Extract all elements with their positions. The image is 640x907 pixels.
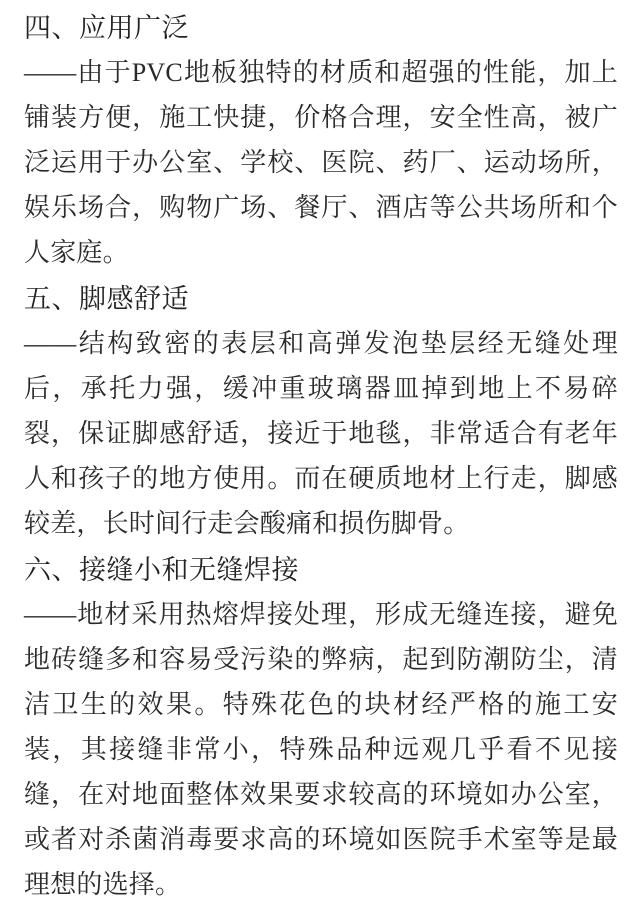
section-body-six: ――地材采用热熔焊接处理，形成无缝连接，避免地砖缝多和容易受污染的弊病，起到防潮防尘，清洁卫生的效果。特殊花色的块材经严格的施工安装，其接缝非常小，特殊品种远观几乎看不见接缝，在对地面整体效果要求较高的环境如办公室，或者对杀菌消毒要求高的环境如医院手术室等是最理想的选择。 — [24, 600, 618, 899]
section-heading-six: 六、接缝小和无缝焊接 — [24, 555, 299, 585]
section-heading-five: 五、脚感舒适 — [24, 284, 189, 314]
section-body-five: ――结构致密的表层和高弹发泡垫层经无缝处理后，承托力强，缓冲重玻璃器皿掉到地上不易碎裂，保证脚感舒适，接近于地毯，非常适合有老年人和孩子的地方使用。而在硬质地材上行走，脚感较差，长时间行走会酸痛和损伤脚骨。 — [24, 329, 618, 538]
document-section-six — [24, 548, 618, 907]
section-body-four: ――由于PVC地板独特的材质和超强的性能，加上铺装方便，施工快捷，价格合理，安全性高，被广泛运用于办公室、学校、医院、药厂、运动场所，娱乐场合，购物广场、餐厅、酒店等公共场所和个人家庭。 — [24, 58, 618, 267]
document-section-five — [24, 277, 618, 546]
document-section-four — [24, 6, 618, 275]
section-heading-four: 四、应用广泛 — [24, 13, 189, 43]
